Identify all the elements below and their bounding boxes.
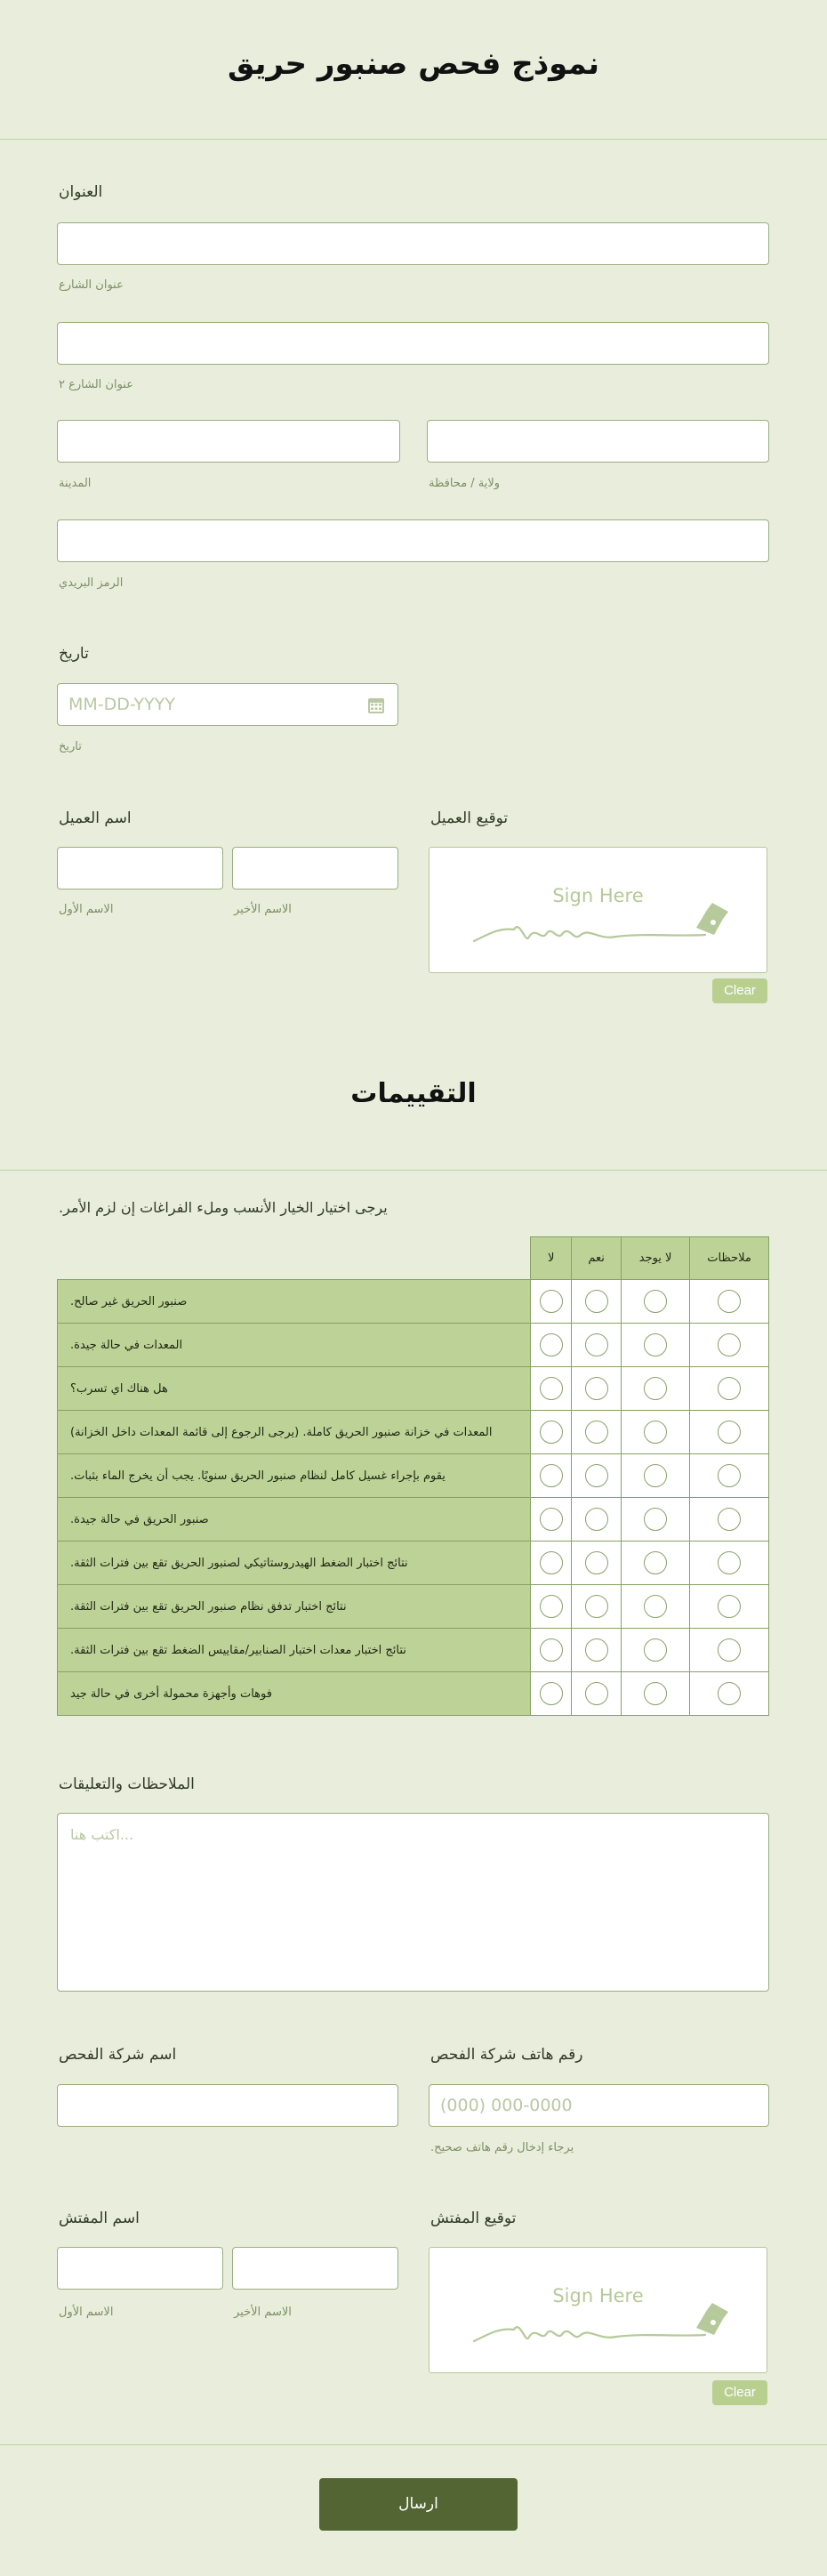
matrix-cell (690, 1411, 769, 1454)
company-phone-label: رقم هاتف شركة الفحص (430, 2046, 583, 2064)
matrix-radio-button[interactable] (644, 1682, 667, 1705)
matrix-cell (531, 1367, 572, 1411)
notes-label: الملاحظات والتعليقات (59, 1775, 195, 1793)
matrix-row-question: يقوم بإجراء غسيل كامل لنظام صنبور الحريق سنويًا. يجب أن يخرج الماء بثبات. (58, 1454, 531, 1498)
date-input[interactable] (57, 683, 398, 726)
matrix-cell (572, 1367, 622, 1411)
matrix-cell (531, 1324, 572, 1367)
matrix-row-question: فوهات وأجهزة محمولة أخرى في حالة جيد (58, 1672, 531, 1716)
date-placeholder: MM-DD-YYYY (68, 695, 175, 714)
matrix-cell (531, 1498, 572, 1542)
inspector-first-name-input[interactable] (57, 2247, 223, 2290)
matrix-radio-button[interactable] (585, 1508, 608, 1531)
customer-last-name-input[interactable] (232, 847, 398, 890)
evaluations-divider (0, 1170, 827, 1171)
matrix-cell (572, 1280, 622, 1324)
customer-name-label: اسم العميل (59, 809, 132, 827)
matrix-radio-button[interactable] (718, 1551, 741, 1574)
matrix-cell (572, 1454, 622, 1498)
matrix-cell (531, 1411, 572, 1454)
table-row (58, 1367, 769, 1411)
matrix-cell (572, 1498, 622, 1542)
customer-last-name-sublabel: الاسم الأخير (234, 903, 292, 916)
matrix-radio-button[interactable] (644, 1377, 667, 1400)
matrix-cell (622, 1324, 690, 1367)
matrix-cell (531, 1585, 572, 1629)
company-phone-input[interactable] (429, 2084, 769, 2127)
matrix-cell (572, 1585, 622, 1629)
matrix-radio-button[interactable] (540, 1333, 563, 1356)
customer-first-name-sublabel: الاسم الأول (59, 903, 114, 916)
matrix-cell (531, 1280, 572, 1324)
company-phone-sublabel: يرجاء إدخال رقم هاتف صحيح. (430, 2141, 574, 2154)
customer-signature-pad[interactable] (429, 847, 767, 973)
submit-button[interactable]: ارسال (319, 2478, 518, 2531)
sign-here-text: Sign Here (552, 2285, 644, 2306)
matrix-radio-button[interactable] (540, 1682, 563, 1705)
matrix-row-question: صنبور الحريق في حالة جيدة. (58, 1498, 531, 1542)
matrix-radio-button[interactable] (585, 1551, 608, 1574)
inspector-signature-clear-button[interactable]: Clear (712, 2380, 767, 2405)
matrix-cell (690, 1454, 769, 1498)
matrix-radio-button[interactable] (540, 1595, 563, 1618)
matrix-radio-button[interactable] (585, 1682, 608, 1705)
matrix-radio-button[interactable] (585, 1290, 608, 1313)
header-divider (0, 139, 827, 140)
matrix-radio-button[interactable] (644, 1508, 667, 1531)
inspector-name-label: اسم المفتش (59, 2210, 140, 2227)
matrix-cell (572, 1629, 622, 1672)
company-phone-placeholder: (000) 000-0000 (440, 2096, 573, 2115)
table-row (58, 1324, 769, 1367)
matrix-row-question: المعدات في خزانة صنبور الحريق كاملة. (يرجى الرجوع إلى قائمة المعدات داخل الخزانة) (58, 1411, 531, 1454)
matrix-radio-button[interactable] (644, 1333, 667, 1356)
inspector-last-name-input[interactable] (232, 2247, 398, 2290)
matrix-radio-button[interactable] (718, 1508, 741, 1531)
matrix-radio-button[interactable] (540, 1508, 563, 1531)
notes-textarea[interactable] (57, 1813, 769, 1992)
zip-code-sublabel: الرمز البريدي (59, 576, 124, 590)
matrix-radio-button[interactable] (585, 1421, 608, 1444)
state-input[interactable] (427, 420, 769, 463)
customer-signature-label: توقيع العميل (430, 809, 509, 827)
matrix-radio-button[interactable] (585, 1595, 608, 1618)
footer-divider (0, 2444, 827, 2445)
matrix-radio-button[interactable] (585, 1638, 608, 1662)
page-title: نموذج فحص صنبور حريق (227, 46, 600, 82)
matrix-col-header: لا (531, 1237, 572, 1280)
customer-signature-clear-button[interactable]: Clear (712, 978, 767, 1003)
matrix-cell (690, 1629, 769, 1672)
address-label: العنوان (59, 183, 103, 201)
signature-scribble-icon (465, 2301, 741, 2355)
city-input[interactable] (57, 420, 400, 463)
matrix-radio-button[interactable] (718, 1290, 741, 1313)
matrix-radio-button[interactable] (540, 1421, 563, 1444)
matrix-cell (622, 1280, 690, 1324)
table-row (58, 1411, 769, 1454)
street-address-2-sublabel: عنوان الشارع ٢ (59, 378, 133, 391)
matrix-radio-button[interactable] (718, 1464, 741, 1487)
company-name-input[interactable] (57, 2084, 398, 2127)
matrix-radio-button[interactable] (718, 1333, 741, 1356)
matrix-cell (572, 1411, 622, 1454)
matrix-cell (622, 1542, 690, 1585)
matrix-radio-button[interactable] (644, 1421, 667, 1444)
matrix-col-header: ملاحظات (690, 1237, 769, 1280)
matrix-radio-button[interactable] (644, 1638, 667, 1662)
matrix-row-question: نتائج اختبار تدفق نظام صنبور الحريق تقع بين فترات الثقة. (58, 1585, 531, 1629)
customer-first-name-input[interactable] (57, 847, 223, 890)
matrix-cell (690, 1324, 769, 1367)
matrix-cell (622, 1585, 690, 1629)
matrix-row-question: صنبور الحريق غير صالح. (58, 1280, 531, 1324)
street-address-sublabel: عنوان الشارع (59, 278, 124, 292)
matrix-cell (531, 1629, 572, 1672)
matrix-radio-button[interactable] (585, 1377, 608, 1400)
inspector-first-name-sublabel: الاسم الأول (59, 2306, 114, 2319)
matrix-radio-button[interactable] (540, 1464, 563, 1487)
matrix-cell (531, 1672, 572, 1716)
matrix-cell (622, 1367, 690, 1411)
date-label: تاريخ (59, 645, 89, 663)
inspector-signature-label: توقيع المفتش (430, 2210, 517, 2227)
matrix-radio-button[interactable] (540, 1638, 563, 1662)
matrix-radio-button[interactable] (718, 1377, 741, 1400)
street-address-input[interactable] (57, 222, 769, 265)
matrix-radio-button[interactable] (540, 1377, 563, 1400)
matrix-cell (622, 1672, 690, 1716)
matrix-radio-button[interactable] (644, 1551, 667, 1574)
matrix-header-row (58, 1237, 769, 1280)
matrix-radio-button[interactable] (585, 1464, 608, 1487)
matrix-cell (690, 1280, 769, 1324)
table-row (58, 1454, 769, 1498)
matrix-cell (531, 1542, 572, 1585)
evaluations-heading: التقييمات (350, 1078, 477, 1109)
matrix-col-header: نعم (572, 1237, 622, 1280)
matrix-radio-button[interactable] (718, 1682, 741, 1705)
table-row (58, 1672, 769, 1716)
signature-scribble-icon (465, 901, 741, 954)
evaluations-matrix (57, 1236, 769, 1716)
table-row (58, 1585, 769, 1629)
matrix-radio-button[interactable] (644, 1595, 667, 1618)
matrix-radio-button[interactable] (644, 1290, 667, 1313)
calendar-icon[interactable] (367, 696, 385, 718)
matrix-cell (690, 1585, 769, 1629)
matrix-col-header: لا يوجد (622, 1237, 690, 1280)
table-row (58, 1542, 769, 1585)
matrix-cell (690, 1542, 769, 1585)
evaluations-instruction: يرجى اختيار الخيار الأنسب وملء الفراغات إن لزم الأمر. (59, 1199, 388, 1216)
matrix-radio-button[interactable] (718, 1595, 741, 1618)
state-sublabel: ولاية / محافظة (429, 477, 501, 490)
matrix-row-question: نتائج اختبار معدات اختبار الصنابير/مقاييس الضغط تقع بين فترات الثقة. (58, 1629, 531, 1672)
date-sublabel: تاريخ (59, 740, 82, 753)
matrix-cell (572, 1324, 622, 1367)
matrix-cell (572, 1542, 622, 1585)
matrix-cell (622, 1454, 690, 1498)
matrix-cell (622, 1629, 690, 1672)
matrix-cell (622, 1411, 690, 1454)
table-row (58, 1498, 769, 1542)
matrix-cell (690, 1498, 769, 1542)
matrix-cell (690, 1672, 769, 1716)
street-address-2-input[interactable] (57, 322, 769, 365)
city-sublabel: المدينة (59, 477, 92, 490)
matrix-cell (622, 1498, 690, 1542)
matrix-radio-button[interactable] (718, 1638, 741, 1662)
inspector-last-name-sublabel: الاسم الأخير (234, 2306, 292, 2319)
zip-code-input[interactable] (57, 519, 769, 562)
matrix-row-question: نتائج اختبار الضغط الهيدروستاتيكي لصنبور الحريق تقع بين فترات الثقة. (58, 1542, 531, 1585)
matrix-radio-button[interactable] (540, 1290, 563, 1313)
matrix-radio-button[interactable] (540, 1551, 563, 1574)
company-name-label: اسم شركة الفحص (59, 2046, 177, 2064)
matrix-corner (58, 1237, 531, 1280)
matrix-radio-button[interactable] (585, 1333, 608, 1356)
matrix-radio-button[interactable] (644, 1464, 667, 1487)
sign-here-text: Sign Here (552, 885, 644, 906)
matrix-row-question: هل هناك اي تسرب؟ (58, 1367, 531, 1411)
table-row (58, 1629, 769, 1672)
matrix-cell (690, 1367, 769, 1411)
matrix-row-question: المعدات في حالة جيدة. (58, 1324, 531, 1367)
matrix-radio-button[interactable] (718, 1421, 741, 1444)
table-row (58, 1280, 769, 1324)
matrix-cell (572, 1672, 622, 1716)
inspector-signature-pad[interactable] (429, 2247, 767, 2373)
matrix-cell (531, 1454, 572, 1498)
